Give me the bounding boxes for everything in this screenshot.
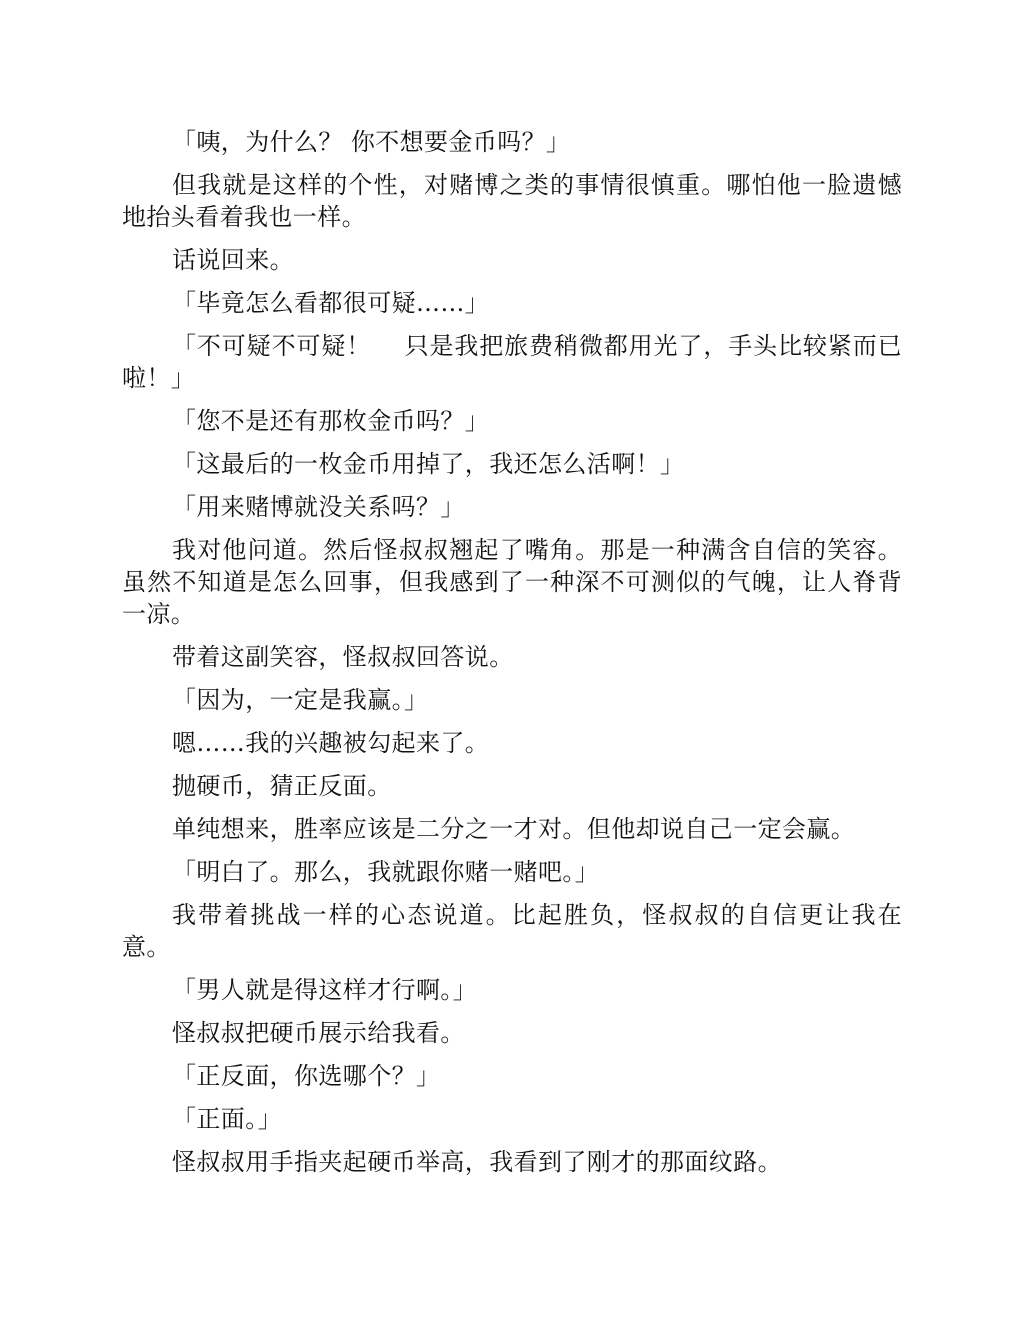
paragraph: 话说回来。 (172, 246, 294, 274)
paragraph: 「明白了。那么，我就跟你赌一赌吧。」 (172, 858, 600, 886)
paragraph: 「因为，一定是我赢。」 (172, 686, 429, 714)
paragraph: 「男人就是得这样才行啊。」 (172, 976, 478, 1004)
paragraph: 怪叔叔用手指夹起硬币举高，我看到了刚才的那面纹路。 (172, 1148, 782, 1176)
paragraph: 带着这副笑容，怪叔叔回答说。 (172, 643, 514, 671)
paragraph: 单纯想来，胜率应该是二分之一才对。但他却说自己一定会赢。 (172, 815, 856, 843)
paragraph: 「正面。」 (172, 1105, 282, 1133)
paragraph: 「您不是还有那枚金币吗？」 (172, 407, 490, 435)
paragraph: 怪叔叔把硬币展示给我看。 (172, 1019, 465, 1047)
paragraph: 「这最后的一枚金币用掉了，我还怎么活啊！」 (172, 450, 685, 478)
paragraph: 「正反面，你选哪个？」 (172, 1062, 441, 1090)
paragraph: 抛硬币，猜正反面。 (172, 772, 392, 800)
paragraph: 「毕竟怎么看都很可疑……」 (172, 289, 490, 317)
paragraph: 但我就是这样的个性，对赌博之类的事情很慎重。哪怕他一脸遗憾地抬头看着我也一样。 (122, 171, 902, 231)
paragraph: 「咦，为什么？ 你不想要金币吗？」 (172, 128, 571, 156)
text-body (122, 126, 902, 1189)
paragraph: 我带着挑战一样的心态说道。比起胜负，怪叔叔的自信更让我在意。 (122, 901, 902, 961)
paragraph: 「不可疑不可疑！ 只是我把旅费稍微都用光了，手头比较紧而已啦！」 (122, 332, 902, 392)
paragraph: 我对他问道。然后怪叔叔翘起了嘴角。那是一种满含自信的笑容。虽然不知道是怎么回事，但我感到了一种深不可测似的气魄，让人脊背一凉。 (122, 536, 902, 628)
paragraph: 「用来赌博就没关系吗？」 (172, 493, 465, 521)
paragraph: 嗯……我的兴趣被勾起来了。 (172, 729, 490, 757)
